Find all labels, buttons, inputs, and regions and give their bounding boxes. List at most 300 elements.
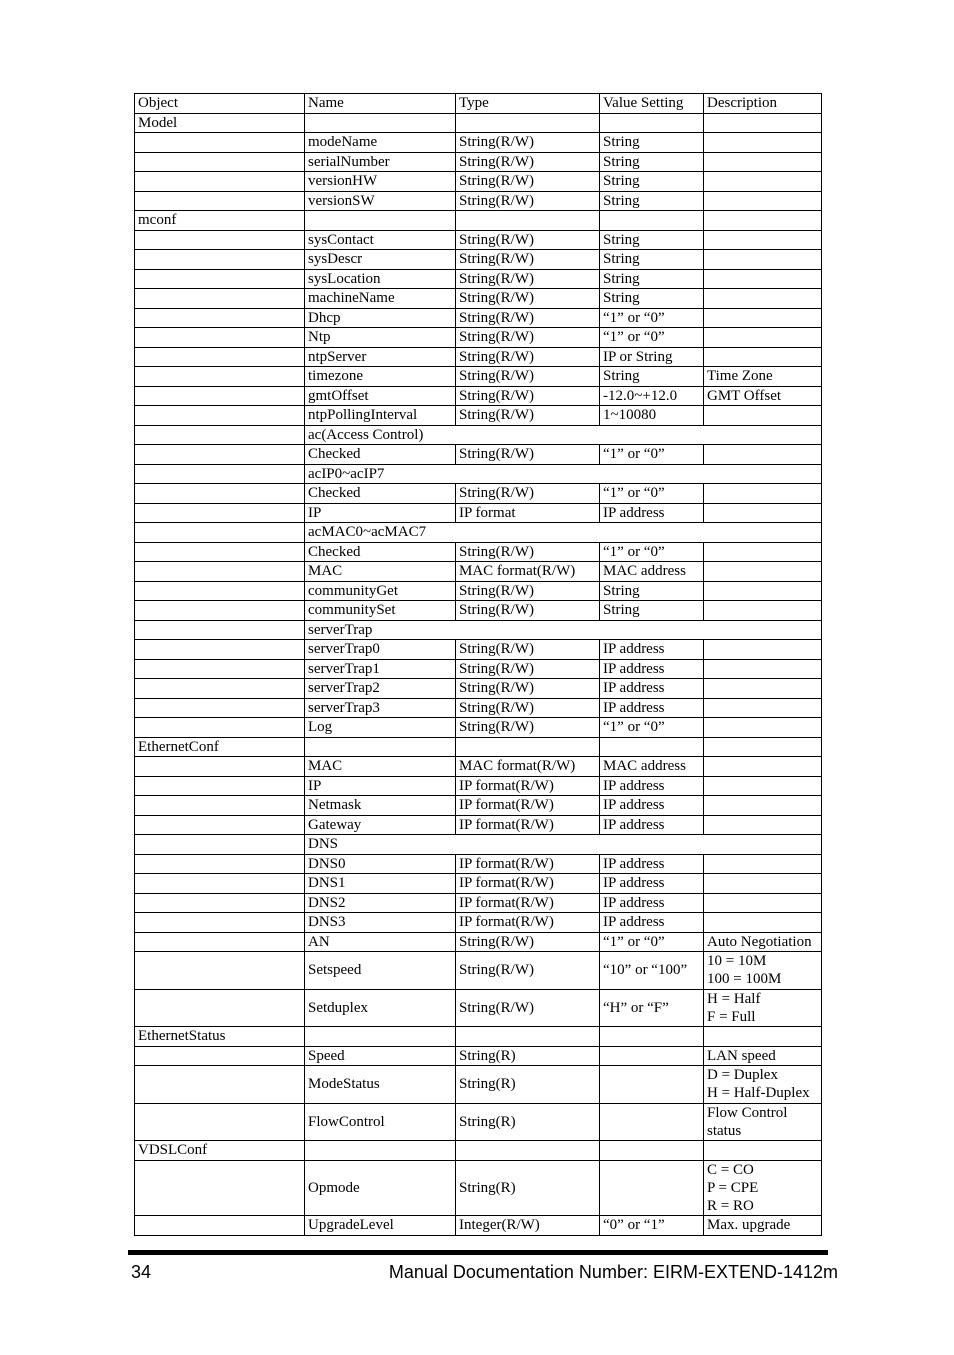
- cell-type: [456, 737, 600, 757]
- cell-name: sysDescr: [305, 250, 456, 270]
- cell-value-setting: String: [600, 367, 704, 387]
- cell-name: machineName: [305, 289, 456, 309]
- cell-description: [704, 230, 822, 250]
- cell-object: [135, 367, 305, 387]
- cell-type: String(R/W): [456, 932, 600, 952]
- cell-value-setting: String: [600, 601, 704, 621]
- cell-object: [135, 1216, 305, 1236]
- table-row: [135, 718, 822, 738]
- cell-object: [135, 347, 305, 367]
- cell-description: [704, 172, 822, 192]
- table-row: [135, 406, 822, 426]
- cell-name: IP: [305, 503, 456, 523]
- cell-object: [135, 932, 305, 952]
- cell-type: IP format(R/W): [456, 913, 600, 933]
- cell-name: Dhcp: [305, 308, 456, 328]
- cell-object: [135, 581, 305, 601]
- table-row: [135, 737, 822, 757]
- cell-value-setting: [600, 1046, 704, 1066]
- cell-type: [456, 211, 600, 231]
- table-row: [135, 989, 822, 1027]
- cell-type: [456, 1027, 600, 1047]
- cell-value-setting: “1” or “0”: [600, 328, 704, 348]
- cell-value-setting: String: [600, 581, 704, 601]
- cell-description: [704, 913, 822, 933]
- cell-name: serverTrap0: [305, 640, 456, 660]
- cell-object: [135, 952, 305, 990]
- parameter-table: [134, 93, 822, 1236]
- cell-type: MAC format(R/W): [456, 757, 600, 777]
- cell-description: [704, 581, 822, 601]
- cell-value-setting: “1” or “0”: [600, 308, 704, 328]
- header-value-setting: Value Setting: [600, 94, 704, 114]
- cell-object: [135, 640, 305, 660]
- cell-type: String(R): [456, 1066, 600, 1104]
- cell-object: [135, 269, 305, 289]
- table-row: [135, 601, 822, 621]
- cell-value-setting: “1” or “0”: [600, 484, 704, 504]
- cell-object: [135, 776, 305, 796]
- cell-name: gmtOffset: [305, 386, 456, 406]
- cell-description: [704, 269, 822, 289]
- cell-object: EthernetStatus: [135, 1027, 305, 1047]
- cell-name: acIP0~acIP7: [305, 464, 822, 484]
- cell-object: [135, 425, 305, 445]
- cell-description: D = Duplex H = Half-Duplex: [704, 1066, 822, 1104]
- page-number: 34: [131, 1262, 152, 1282]
- cell-name: serialNumber: [305, 152, 456, 172]
- cell-object: [135, 484, 305, 504]
- cell-description: Time Zone: [704, 367, 822, 387]
- cell-type: String(R): [456, 1046, 600, 1066]
- cell-value-setting: String: [600, 191, 704, 211]
- cell-value-setting: String: [600, 133, 704, 153]
- cell-type: String(R/W): [456, 581, 600, 601]
- cell-type: IP format(R/W): [456, 854, 600, 874]
- cell-description: [704, 698, 822, 718]
- cell-name: AN: [305, 932, 456, 952]
- cell-name: Checked: [305, 445, 456, 465]
- cell-type: IP format(R/W): [456, 893, 600, 913]
- cell-name: DNS: [305, 835, 822, 855]
- documentation-number: Manual Documentation Number: EIRM-EXTEND-1412m: [388, 1262, 838, 1282]
- cell-description: [704, 308, 822, 328]
- cell-name: Netmask: [305, 796, 456, 816]
- table-row: [135, 503, 822, 523]
- cell-value-setting: String: [600, 152, 704, 172]
- table-row: [135, 1216, 822, 1236]
- table-row: [135, 269, 822, 289]
- cell-value-setting: [600, 1160, 704, 1216]
- cell-name: Setspeed: [305, 952, 456, 990]
- cell-value-setting: [600, 211, 704, 231]
- cell-value-setting: IP address: [600, 679, 704, 699]
- cell-description: [704, 757, 822, 777]
- cell-name: Setduplex: [305, 989, 456, 1027]
- cell-description: [704, 152, 822, 172]
- cell-description: [704, 503, 822, 523]
- cell-value-setting: [600, 1141, 704, 1161]
- cell-name: ntpServer: [305, 347, 456, 367]
- cell-object: [135, 854, 305, 874]
- cell-value-setting: “1” or “0”: [600, 542, 704, 562]
- cell-value-setting: [600, 1066, 704, 1104]
- cell-type: String(R/W): [456, 698, 600, 718]
- header-type: Type: [456, 94, 600, 114]
- cell-description: [704, 445, 822, 465]
- cell-value-setting: “1” or “0”: [600, 718, 704, 738]
- cell-name: Speed: [305, 1046, 456, 1066]
- table-row: [135, 698, 822, 718]
- table-row: [135, 211, 822, 231]
- cell-type: Integer(R/W): [456, 1216, 600, 1236]
- table-row: [135, 932, 822, 952]
- cell-description: [704, 737, 822, 757]
- cell-description: [704, 776, 822, 796]
- cell-description: LAN speed: [704, 1046, 822, 1066]
- table-row: [135, 367, 822, 387]
- cell-value-setting: IP or String: [600, 347, 704, 367]
- cell-value-setting: IP address: [600, 659, 704, 679]
- cell-object: [135, 406, 305, 426]
- table-row: [135, 776, 822, 796]
- cell-type: String(R/W): [456, 347, 600, 367]
- cell-type: String(R/W): [456, 308, 600, 328]
- cell-object: [135, 757, 305, 777]
- cell-value-setting: [600, 1103, 704, 1141]
- table-row: [135, 172, 822, 192]
- cell-object: [135, 445, 305, 465]
- cell-description: [704, 815, 822, 835]
- cell-object: [135, 191, 305, 211]
- table-row: [135, 191, 822, 211]
- cell-name: DNS2: [305, 893, 456, 913]
- cell-value-setting: IP address: [600, 854, 704, 874]
- table-row: [135, 757, 822, 777]
- cell-object: [135, 796, 305, 816]
- cell-description: [704, 601, 822, 621]
- cell-object: [135, 698, 305, 718]
- cell-description: GMT Offset: [704, 386, 822, 406]
- cell-value-setting: “0” or “1”: [600, 1216, 704, 1236]
- table-row: [135, 484, 822, 504]
- cell-description: [704, 1027, 822, 1047]
- table-row: [135, 1141, 822, 1161]
- cell-name: timezone: [305, 367, 456, 387]
- cell-name: Log: [305, 718, 456, 738]
- cell-name: serverTrap2: [305, 679, 456, 699]
- cell-object: [135, 308, 305, 328]
- cell-object: mconf: [135, 211, 305, 231]
- table-row: [135, 640, 822, 660]
- cell-name: [305, 211, 456, 231]
- cell-type: String(R/W): [456, 659, 600, 679]
- cell-value-setting: IP address: [600, 893, 704, 913]
- header-object: Object: [135, 94, 305, 114]
- cell-description: [704, 1141, 822, 1161]
- cell-description: [704, 854, 822, 874]
- cell-description: [704, 893, 822, 913]
- cell-value-setting: [600, 737, 704, 757]
- table-row: [135, 581, 822, 601]
- table-row: [135, 893, 822, 913]
- cell-name: Checked: [305, 484, 456, 504]
- table-row: [135, 523, 822, 543]
- cell-value-setting: IP address: [600, 698, 704, 718]
- cell-description: [704, 113, 822, 133]
- cell-name: acMAC0~acMAC7: [305, 523, 822, 543]
- cell-type: String(R/W): [456, 386, 600, 406]
- cell-name: ModeStatus: [305, 1066, 456, 1104]
- cell-type: [456, 113, 600, 133]
- cell-object: [135, 172, 305, 192]
- cell-type: IP format(R/W): [456, 815, 600, 835]
- cell-value-setting: [600, 1027, 704, 1047]
- cell-object: [135, 1046, 305, 1066]
- cell-name: sysContact: [305, 230, 456, 250]
- table-header-row: [135, 94, 822, 114]
- table-row: [135, 347, 822, 367]
- cell-description: [704, 484, 822, 504]
- table-row: [135, 308, 822, 328]
- cell-description: Max. upgrade: [704, 1216, 822, 1236]
- cell-type: [456, 1141, 600, 1161]
- cell-object: Model: [135, 113, 305, 133]
- cell-type: String(R/W): [456, 152, 600, 172]
- cell-object: [135, 464, 305, 484]
- cell-type: String(R/W): [456, 542, 600, 562]
- cell-object: [135, 1103, 305, 1141]
- cell-type: String(R/W): [456, 133, 600, 153]
- cell-description: [704, 679, 822, 699]
- cell-name: Ntp: [305, 328, 456, 348]
- cell-description: [704, 874, 822, 894]
- cell-value-setting: String: [600, 172, 704, 192]
- table-row: [135, 152, 822, 172]
- table-row: [135, 386, 822, 406]
- cell-value-setting: IP address: [600, 815, 704, 835]
- cell-type: String(R/W): [456, 191, 600, 211]
- cell-value-setting: IP address: [600, 640, 704, 660]
- cell-object: [135, 1160, 305, 1216]
- cell-object: EthernetConf: [135, 737, 305, 757]
- cell-type: String(R/W): [456, 230, 600, 250]
- cell-type: IP format: [456, 503, 600, 523]
- cell-object: [135, 815, 305, 835]
- table-row: [135, 425, 822, 445]
- cell-type: String(R/W): [456, 952, 600, 990]
- table-body: [135, 113, 822, 1235]
- cell-type: String(R/W): [456, 484, 600, 504]
- cell-description: Auto Negotiation: [704, 932, 822, 952]
- cell-value-setting: “1” or “0”: [600, 932, 704, 952]
- cell-name: ac(Access Control): [305, 425, 822, 445]
- cell-object: [135, 133, 305, 153]
- cell-description: [704, 289, 822, 309]
- cell-name: MAC: [305, 562, 456, 582]
- cell-value-setting: 1~10080: [600, 406, 704, 426]
- table-row: [135, 1046, 822, 1066]
- cell-object: [135, 152, 305, 172]
- cell-name: modeName: [305, 133, 456, 153]
- cell-object: [135, 874, 305, 894]
- cell-object: [135, 679, 305, 699]
- cell-type: String(R/W): [456, 718, 600, 738]
- cell-type: String(R/W): [456, 601, 600, 621]
- cell-value-setting: String: [600, 269, 704, 289]
- table-row: [135, 913, 822, 933]
- table-row: [135, 133, 822, 153]
- table-row: [135, 230, 822, 250]
- table-row: [135, 679, 822, 699]
- table-row: [135, 562, 822, 582]
- cell-object: [135, 328, 305, 348]
- cell-name: MAC: [305, 757, 456, 777]
- cell-type: String(R/W): [456, 172, 600, 192]
- cell-name: Opmode: [305, 1160, 456, 1216]
- cell-description: 10 = 10M 100 = 100M: [704, 952, 822, 990]
- cell-value-setting: MAC address: [600, 757, 704, 777]
- cell-value-setting: IP address: [600, 913, 704, 933]
- cell-object: [135, 718, 305, 738]
- cell-name: versionSW: [305, 191, 456, 211]
- table-row: [135, 952, 822, 990]
- cell-value-setting: IP address: [600, 796, 704, 816]
- cell-object: [135, 893, 305, 913]
- cell-type: String(R): [456, 1103, 600, 1141]
- cell-value-setting: String: [600, 230, 704, 250]
- cell-value-setting: -12.0~+12.0: [600, 386, 704, 406]
- cell-description: [704, 211, 822, 231]
- table-row: [135, 835, 822, 855]
- cell-description: [704, 328, 822, 348]
- cell-object: [135, 230, 305, 250]
- cell-name: DNS1: [305, 874, 456, 894]
- cell-object: [135, 289, 305, 309]
- cell-object: [135, 1066, 305, 1104]
- cell-value-setting: “10” or “100”: [600, 952, 704, 990]
- table-row: [135, 113, 822, 133]
- cell-type: String(R/W): [456, 679, 600, 699]
- cell-value-setting: IP address: [600, 874, 704, 894]
- cell-object: [135, 503, 305, 523]
- cell-description: [704, 406, 822, 426]
- table-row: [135, 874, 822, 894]
- cell-type: String(R/W): [456, 250, 600, 270]
- cell-type: String(R/W): [456, 989, 600, 1027]
- cell-name: sysLocation: [305, 269, 456, 289]
- table-row: [135, 1160, 822, 1216]
- cell-name: DNS3: [305, 913, 456, 933]
- footer-rule: [128, 1250, 828, 1255]
- cell-object: [135, 562, 305, 582]
- cell-type: String(R/W): [456, 328, 600, 348]
- cell-name: [305, 113, 456, 133]
- cell-name: ntpPollingInterval: [305, 406, 456, 426]
- cell-name: IP: [305, 776, 456, 796]
- cell-name: Gateway: [305, 815, 456, 835]
- cell-value-setting: MAC address: [600, 562, 704, 582]
- cell-value-setting: “H” or “F”: [600, 989, 704, 1027]
- cell-name: versionHW: [305, 172, 456, 192]
- cell-object: [135, 620, 305, 640]
- cell-description: [704, 659, 822, 679]
- cell-type: IP format(R/W): [456, 776, 600, 796]
- cell-object: [135, 835, 305, 855]
- cell-type: String(R/W): [456, 367, 600, 387]
- cell-name: communitySet: [305, 601, 456, 621]
- cell-name: FlowControl: [305, 1103, 456, 1141]
- cell-name: [305, 1141, 456, 1161]
- cell-type: IP format(R/W): [456, 874, 600, 894]
- cell-object: [135, 659, 305, 679]
- cell-description: [704, 250, 822, 270]
- cell-name: DNS0: [305, 854, 456, 874]
- cell-name: UpgradeLevel: [305, 1216, 456, 1236]
- table-row: [135, 659, 822, 679]
- cell-description: [704, 542, 822, 562]
- table-row: [135, 1103, 822, 1141]
- cell-name: Checked: [305, 542, 456, 562]
- table-row: [135, 542, 822, 562]
- cell-object: [135, 542, 305, 562]
- table-row: [135, 1027, 822, 1047]
- cell-type: String(R/W): [456, 269, 600, 289]
- cell-type: String(R/W): [456, 289, 600, 309]
- cell-type: String(R/W): [456, 406, 600, 426]
- cell-value-setting: [600, 113, 704, 133]
- cell-type: String(R/W): [456, 445, 600, 465]
- cell-name: [305, 1027, 456, 1047]
- header-description: Description: [704, 94, 822, 114]
- table-row: [135, 854, 822, 874]
- table-row: [135, 464, 822, 484]
- cell-value-setting: String: [600, 250, 704, 270]
- cell-name: [305, 737, 456, 757]
- cell-description: [704, 796, 822, 816]
- cell-object: [135, 601, 305, 621]
- cell-description: [704, 640, 822, 660]
- cell-description: [704, 347, 822, 367]
- cell-name: serverTrap: [305, 620, 822, 640]
- cell-object: [135, 523, 305, 543]
- cell-description: [704, 718, 822, 738]
- cell-name: serverTrap1: [305, 659, 456, 679]
- cell-object: [135, 989, 305, 1027]
- cell-value-setting: String: [600, 289, 704, 309]
- table-row: [135, 250, 822, 270]
- table-row: [135, 796, 822, 816]
- cell-value-setting: IP address: [600, 503, 704, 523]
- cell-name: serverTrap3: [305, 698, 456, 718]
- cell-description: Flow Control status: [704, 1103, 822, 1141]
- table-row: [135, 815, 822, 835]
- cell-object: [135, 913, 305, 933]
- cell-value-setting: “1” or “0”: [600, 445, 704, 465]
- header-name: Name: [305, 94, 456, 114]
- table-row: [135, 289, 822, 309]
- cell-object: [135, 386, 305, 406]
- cell-description: [704, 562, 822, 582]
- cell-name: communityGet: [305, 581, 456, 601]
- cell-value-setting: IP address: [600, 776, 704, 796]
- cell-type: String(R/W): [456, 640, 600, 660]
- table-row: [135, 445, 822, 465]
- cell-type: IP format(R/W): [456, 796, 600, 816]
- cell-description: H = Half F = Full: [704, 989, 822, 1027]
- table-row: [135, 620, 822, 640]
- cell-description: [704, 191, 822, 211]
